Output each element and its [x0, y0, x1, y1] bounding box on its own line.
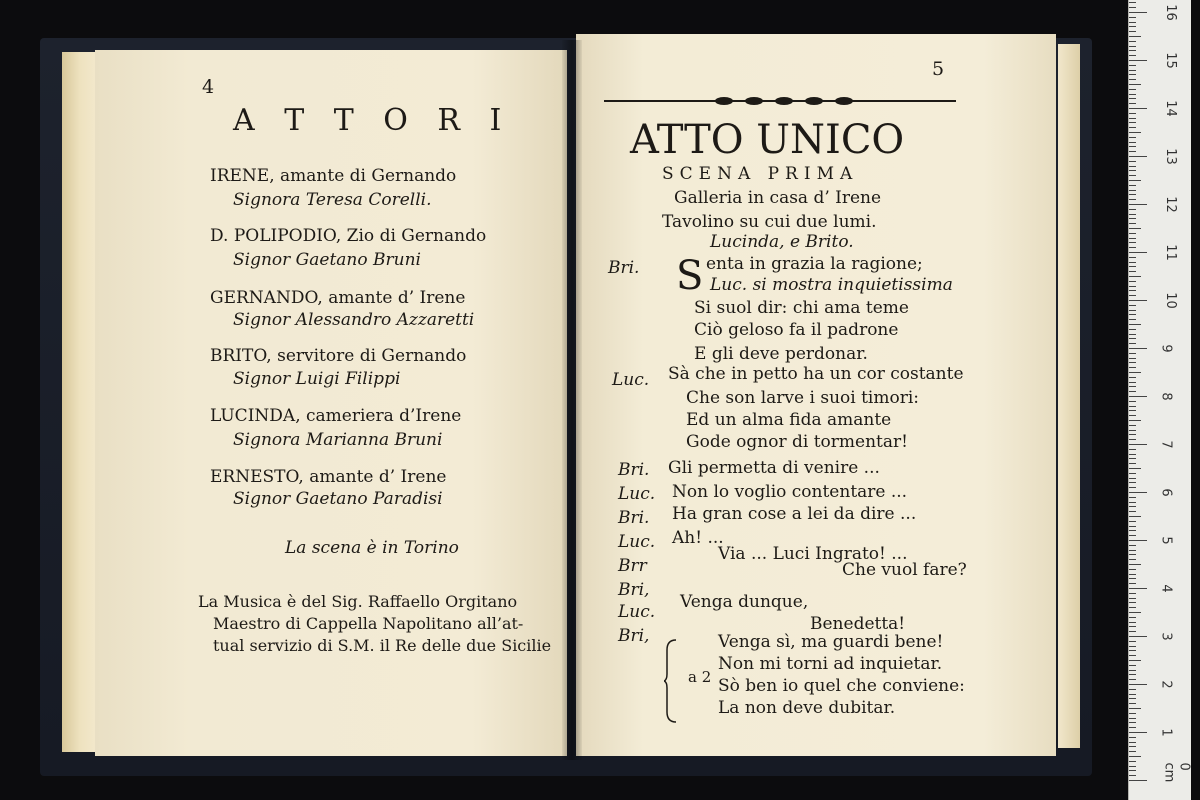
ruler-tick	[1129, 194, 1136, 195]
dialogue-line: Si suol dir: chi ama teme	[694, 298, 909, 318]
dialogue-line: enta in grazia la ragione;	[706, 254, 923, 274]
scene-setting: La scena è in Torino	[285, 538, 459, 558]
ruler-tick	[1129, 679, 1136, 680]
dialogue-line: Ah! ...	[672, 528, 724, 548]
ruler-tick	[1129, 497, 1136, 498]
cast-performer: Signor Alessandro Azzaretti	[233, 310, 475, 330]
dialogue-line: Luc. si mostra inquietissima	[710, 275, 953, 295]
ruler-tick	[1129, 722, 1136, 723]
ruler-tick	[1129, 646, 1136, 647]
left-page	[95, 50, 567, 756]
ruler-tick	[1129, 430, 1136, 431]
ruler-tick	[1129, 650, 1136, 651]
ruler-tick	[1129, 559, 1136, 560]
ruler-tick	[1129, 108, 1147, 109]
book-gutter	[562, 40, 582, 760]
ruler-tick	[1129, 262, 1136, 263]
measurement-ruler	[1128, 0, 1191, 800]
ruler-tick	[1129, 199, 1136, 200]
ruler-tick	[1129, 718, 1136, 719]
ruler-tick	[1129, 113, 1136, 114]
cast-performer: Signora Teresa Corelli.	[233, 190, 432, 210]
ruler-tick	[1129, 660, 1141, 661]
stage-direction: Galleria in casa d’ Irene	[674, 188, 882, 208]
dialogue-line: Che vuol fare?	[842, 560, 967, 580]
ruler-tick	[1129, 266, 1136, 267]
ruler-tick	[1129, 127, 1136, 128]
ruler-tick	[1129, 516, 1141, 517]
ruler-tick	[1129, 468, 1141, 469]
ruler-tick	[1129, 636, 1147, 637]
ruler-tick	[1129, 242, 1136, 243]
ruler-tick	[1129, 598, 1136, 599]
cast-performer: Signor Luigi Filippi	[233, 369, 401, 389]
ruler-label: 2	[1158, 680, 1174, 689]
ruler-tick	[1129, 12, 1147, 13]
ruler-tick	[1129, 74, 1136, 75]
speaker-label: Luc.	[618, 484, 656, 504]
ruler-tick	[1129, 238, 1136, 239]
ruler-tick	[1129, 617, 1136, 618]
ruler-tick	[1129, 228, 1141, 229]
ruler-tick	[1129, 190, 1136, 191]
ruler-tick	[1129, 132, 1141, 133]
ruler-tick	[1129, 276, 1141, 277]
ruler-tick	[1129, 329, 1136, 330]
duet-line: Sò ben io quel che conviene:	[718, 676, 965, 696]
music-credit-line: Maestro di Cappella Napolitano all’at-	[213, 614, 524, 633]
ruler-tick	[1129, 175, 1136, 176]
ruler-tick	[1129, 84, 1141, 85]
dialogue-line: Venga dunque,	[680, 592, 809, 612]
ruler-tick	[1129, 286, 1136, 287]
cast-heading: A T T O R I	[233, 103, 512, 138]
ruler-tick	[1129, 770, 1136, 771]
duet-bracket	[664, 638, 678, 724]
speaker-label: Bri.	[618, 508, 650, 528]
ruler-tick	[1129, 655, 1136, 656]
ruler-label: 3	[1158, 632, 1174, 641]
ruler-tick	[1129, 737, 1136, 738]
ruler-label: 9	[1158, 344, 1174, 353]
ruler-tick	[1129, 665, 1136, 666]
ruler-tick	[1129, 161, 1136, 162]
ruler-label: 11	[1162, 244, 1178, 261]
page-number-left: 4	[202, 76, 215, 98]
ruler-tick	[1129, 377, 1136, 378]
ruler-tick	[1129, 65, 1136, 66]
ruler-tick	[1129, 713, 1136, 714]
ruler-tick	[1129, 79, 1136, 80]
ruler-tick	[1129, 444, 1147, 445]
ruler-tick	[1129, 204, 1147, 205]
ruler-tick	[1129, 434, 1136, 435]
ruler-tick	[1129, 574, 1136, 575]
ruler-tick	[1129, 425, 1136, 426]
ruler-tick	[1129, 36, 1141, 37]
duet-line: Non mi torni ad inquietar.	[718, 654, 943, 674]
ruler-tick	[1129, 583, 1136, 584]
ruler-tick	[1129, 458, 1136, 459]
ruler-tick	[1129, 314, 1136, 315]
cast-role: D. POLIPODIO, Zio di Gernando	[210, 226, 487, 246]
ruler-tick	[1129, 50, 1136, 51]
duet-marker: a 2	[688, 668, 712, 686]
ruler-tick	[1129, 46, 1136, 47]
ruler-tick	[1129, 535, 1136, 536]
page-number-right: 5	[932, 58, 945, 80]
ruler-tick	[1129, 454, 1136, 455]
ruler-tick	[1129, 151, 1136, 152]
ruler-tick	[1129, 487, 1136, 488]
ruler-tick	[1129, 156, 1147, 157]
ruler-tick	[1129, 26, 1136, 27]
ruler-tick	[1129, 742, 1136, 743]
ruler-tick	[1129, 578, 1136, 579]
ruler-tick	[1129, 31, 1136, 32]
ruler-tick	[1129, 391, 1136, 392]
ruler-tick	[1129, 511, 1136, 512]
ruler-tick	[1129, 612, 1141, 613]
ruler-tick	[1129, 122, 1136, 123]
ruler-tick	[1129, 482, 1136, 483]
ruler-tick	[1129, 386, 1136, 387]
ruler-label: 4	[1158, 584, 1174, 593]
speaker-label: Brr	[618, 556, 647, 576]
ruler-tick	[1129, 550, 1136, 551]
dialogue-line: Che son larve i suoi timori:	[686, 388, 920, 408]
speaker-label: Bri,	[618, 626, 650, 646]
speaker-label: Luc.	[612, 370, 650, 390]
ruler-label: 5	[1158, 536, 1174, 545]
cast-role: GERNANDO, amante d’ Irene	[210, 288, 466, 308]
ruler-tick	[1129, 319, 1136, 320]
duet-line: Venga sì, ma guardi bene!	[718, 632, 944, 652]
ruler-tick	[1129, 170, 1136, 171]
speaker-label: Bri,	[618, 580, 650, 600]
ruler-tick	[1129, 358, 1136, 359]
ruler-tick	[1129, 554, 1136, 555]
ruler-tick	[1129, 708, 1141, 709]
ruler-tick	[1129, 382, 1136, 383]
ruler-tick	[1129, 295, 1136, 296]
ruler-tick	[1129, 372, 1141, 373]
ruler-tick	[1129, 410, 1136, 411]
dialogue-line: Non lo voglio contentare ...	[672, 482, 908, 502]
ruler-tick	[1129, 233, 1136, 234]
ruler-tick	[1129, 55, 1136, 56]
ruler-tick	[1129, 526, 1136, 527]
speaker-label: Luc.	[618, 532, 656, 552]
ruler-label: 13	[1162, 148, 1178, 165]
ruler-tick	[1129, 60, 1147, 61]
ruler-tick	[1129, 607, 1136, 608]
ruler-tick	[1129, 439, 1136, 440]
ruler-tick	[1129, 89, 1136, 90]
ruler-label: 14	[1162, 100, 1178, 117]
ruler-tick	[1129, 271, 1136, 272]
ruler-tick	[1129, 343, 1136, 344]
ruler-label: 0 cm	[1161, 762, 1192, 783]
ruler-tick	[1129, 118, 1136, 119]
ruler-tick	[1129, 674, 1136, 675]
ruler-tick	[1129, 727, 1136, 728]
ruler-tick	[1129, 530, 1136, 531]
ruler-tick	[1129, 463, 1136, 464]
ruler-tick	[1129, 593, 1136, 594]
ruler-tick	[1129, 766, 1136, 767]
ruler-tick	[1129, 103, 1136, 104]
ruler-tick	[1129, 94, 1136, 95]
ruler-tick	[1129, 305, 1136, 306]
dialogue-line: Gode ognor di tormentar!	[686, 432, 908, 452]
ruler-tick	[1129, 17, 1136, 18]
ruler-tick	[1129, 751, 1136, 752]
cast-role: BRITO, servitore di Gernando	[210, 346, 467, 366]
music-credit-line: tual servizio di S.M. il Re delle due Sicilie	[213, 636, 552, 655]
ruler-tick	[1129, 353, 1136, 354]
ruler-tick	[1129, 626, 1136, 627]
ruler-tick	[1129, 281, 1136, 282]
ruler-tick	[1129, 775, 1136, 776]
ruler-tick	[1129, 545, 1136, 546]
ruler-tick	[1129, 324, 1141, 325]
ruler-tick	[1129, 746, 1136, 747]
cast-performer: Signora Marianna Bruni	[233, 430, 443, 450]
dialogue-line: E gli deve perdonar.	[694, 344, 868, 364]
ruler-tick	[1129, 209, 1136, 210]
duet-line: La non deve dubitar.	[718, 698, 896, 718]
ruler-tick	[1129, 142, 1136, 143]
speaker-label: Bri.	[618, 460, 650, 480]
ruler-tick	[1129, 761, 1136, 762]
ruler-label: 8	[1158, 392, 1174, 401]
ruler-label: 12	[1162, 196, 1178, 213]
cast-role: LUCINDA, cameriera d’Irene	[210, 406, 462, 426]
dialogue-line: Ha gran cose a lei da dire ...	[672, 504, 917, 524]
right-page	[576, 34, 1056, 756]
ruler-tick	[1129, 247, 1136, 248]
ruler-tick	[1129, 137, 1136, 138]
ruler-tick	[1129, 348, 1147, 349]
ruler-tick	[1129, 703, 1136, 704]
ruler-label: 1	[1158, 728, 1174, 737]
dialogue-line: Benedetta!	[810, 614, 906, 634]
ruler-tick	[1129, 362, 1136, 363]
ruler-tick	[1129, 146, 1136, 147]
ruler-tick	[1129, 70, 1136, 71]
ruler-tick	[1129, 631, 1136, 632]
ruler-tick	[1129, 223, 1136, 224]
dialogue-line: Sà che in petto ha un cor costante	[668, 364, 964, 384]
ruler-tick	[1129, 684, 1147, 685]
ruler-tick	[1129, 415, 1136, 416]
ruler-tick	[1129, 732, 1147, 733]
cast-performer: Signor Gaetano Bruni	[233, 250, 421, 270]
ruler-tick	[1129, 406, 1136, 407]
ruler-label: 10	[1162, 292, 1178, 309]
ruler-tick	[1129, 420, 1141, 421]
ruler-tick	[1129, 521, 1136, 522]
ruler-tick	[1129, 698, 1136, 699]
ruler-tick	[1129, 98, 1136, 99]
ruler-label: 15	[1162, 52, 1178, 69]
ruler-tick	[1129, 564, 1141, 565]
ruler-tick	[1129, 401, 1136, 402]
act-title: ATTO UNICO	[630, 117, 905, 163]
characters-on-stage: Lucinda, e Brito.	[710, 232, 854, 252]
ruler-tick	[1129, 2, 1136, 3]
dialogue-line: Gli permetta di venire ...	[668, 458, 880, 478]
ruler-tick	[1129, 300, 1147, 301]
ruler-label: 16	[1162, 4, 1178, 21]
ruler-tick	[1129, 257, 1136, 258]
speaker-label: Bri.	[608, 258, 640, 278]
ruler-tick	[1129, 214, 1136, 215]
ruler-tick	[1129, 218, 1136, 219]
ruler-tick	[1129, 166, 1136, 167]
ruler-tick	[1129, 185, 1136, 186]
ruler-tick	[1129, 180, 1141, 181]
music-credit-line: La Musica è del Sig. Raffaello Orgitano	[198, 592, 518, 611]
dialogue-line: Ciò geloso fa il padrone	[694, 320, 899, 340]
cast-role: ERNESTO, amante d’ Irene	[210, 467, 447, 487]
ruler-tick	[1129, 41, 1136, 42]
dialogue-line: Ed un alma fida amante	[686, 410, 892, 430]
ruler-tick	[1129, 670, 1136, 671]
ornamental-rule	[604, 94, 956, 108]
ruler-tick	[1129, 602, 1136, 603]
ruler-tick	[1129, 506, 1136, 507]
ruler-label: 7	[1158, 440, 1174, 449]
page-edges-right	[1058, 44, 1080, 748]
ruler-tick	[1129, 641, 1136, 642]
ruler-tick	[1129, 569, 1136, 570]
ruler-tick	[1129, 310, 1136, 311]
ruler-tick	[1129, 396, 1147, 397]
ruler-tick	[1129, 367, 1136, 368]
ruler-label: 6	[1158, 488, 1174, 497]
ruler-tick	[1129, 540, 1147, 541]
ruler-tick	[1129, 756, 1141, 757]
ruler-tick	[1129, 22, 1136, 23]
ruler-tick	[1129, 449, 1136, 450]
ruler-tick	[1129, 689, 1136, 690]
ruler-tick	[1129, 338, 1136, 339]
ruler-tick	[1129, 473, 1136, 474]
ruler-tick	[1129, 290, 1136, 291]
cast-role: IRENE, amante di Gernando	[210, 166, 457, 186]
ruler-tick	[1129, 780, 1147, 781]
ruler-tick	[1129, 7, 1136, 8]
ruler-tick	[1129, 492, 1147, 493]
speaker-label: Luc.	[618, 602, 656, 622]
ruler-tick	[1129, 478, 1136, 479]
dialogue-line: Via ... Luci Ingrato! ...	[718, 544, 908, 564]
ruler-tick	[1129, 334, 1136, 335]
ruler-tick	[1129, 502, 1136, 503]
scene-heading: SCENA PRIMA	[662, 164, 859, 184]
ruler-tick	[1129, 694, 1136, 695]
ruler-tick	[1129, 588, 1147, 589]
cast-performer: Signor Gaetano Paradisi	[233, 489, 443, 509]
drop-cap: S	[676, 253, 704, 299]
stage-direction: Tavolino su cui due lumi.	[662, 212, 877, 232]
ruler-tick	[1129, 622, 1136, 623]
ruler-tick	[1129, 252, 1147, 253]
